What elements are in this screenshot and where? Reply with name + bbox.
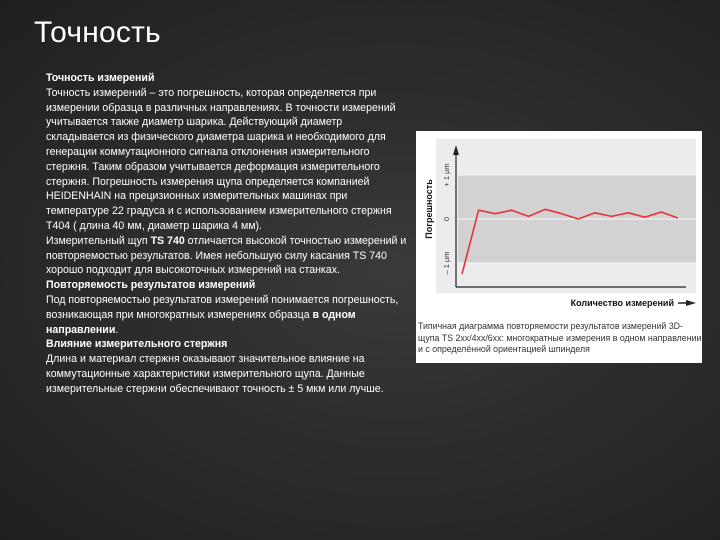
repeat-text-post: . [115, 323, 119, 336]
x-axis-title: Количество измерений [570, 298, 674, 308]
heading-stylus: Влияние измерительного стержня [46, 338, 228, 351]
body-text [46, 71, 410, 397]
repeat-text-pre: Под повторяемостью результатов измерений понимается погрешность, возникающая при многократных измерениях образца [46, 293, 399, 321]
repeatability-chart [416, 131, 702, 317]
figure-caption: Типичная диаграмма повторяемости результатов измерений 3D-щупа TS 2xx/4xx/6xx: многократные измерения в одном направлении и с определённой ориентацией шпинделя [418, 321, 702, 355]
paragraph-stylus: Длина и материал стержня оказывают значительное влияние на коммутационные характеристики измерительного щупа. Данные измерительные стержни обеспечивают точность ± 5 мкм или лучше. [46, 353, 384, 395]
y-tick-label-minus1: – 1 μm [442, 251, 451, 275]
heading-repeatability: Повторяемость результатов измерений [46, 279, 256, 292]
y-tick-label-plus1: + 1 μm [442, 163, 451, 187]
y-axis-title: Погрешность [424, 179, 434, 239]
x-axis-arrow-icon [686, 300, 696, 306]
repeat-emphasis: в одном направлении [46, 308, 356, 336]
slide-title: Точность [34, 16, 161, 49]
chart-area [416, 131, 702, 317]
heading-accuracy: Точность измерений [46, 72, 155, 84]
repeatability-figure [416, 131, 702, 363]
paragraph-accuracy: Точность измерений – это погрешность, которая определяется при измерении образца в различных направлениях. В точности измерений учитывается также диаметр шарика. Действующий диаметр складывается из физического диаметра шарика и необходимого для генерации коммутационного сигнала отклонения измерительного стержня. Таким образом учитывается деформация измерительного стержня. Погрешность измерения щупа определяется компанией HEIDENHAIN на прецизионных измерительных машинах при температуре 22 градуса и с использованием измерительного стержня T404 ( длина 40 мм, диаметр шарика 4 мм). [46, 86, 396, 232]
ts740-model: TS 740 [150, 234, 185, 247]
paragraph-repeatability [46, 293, 410, 337]
y-tick-label-zero: 0 [442, 216, 451, 222]
paragraph-ts740 [46, 234, 410, 278]
ts740-text-post: отличается высокой точностью измерений и повторяемостью результатов. Имея небольшую силу касания TS 740 хорошо подходит для высокоточных измерений на станках. [46, 234, 407, 277]
ts740-text-pre: Измерительный щуп [46, 234, 151, 247]
band-lower [458, 219, 696, 263]
